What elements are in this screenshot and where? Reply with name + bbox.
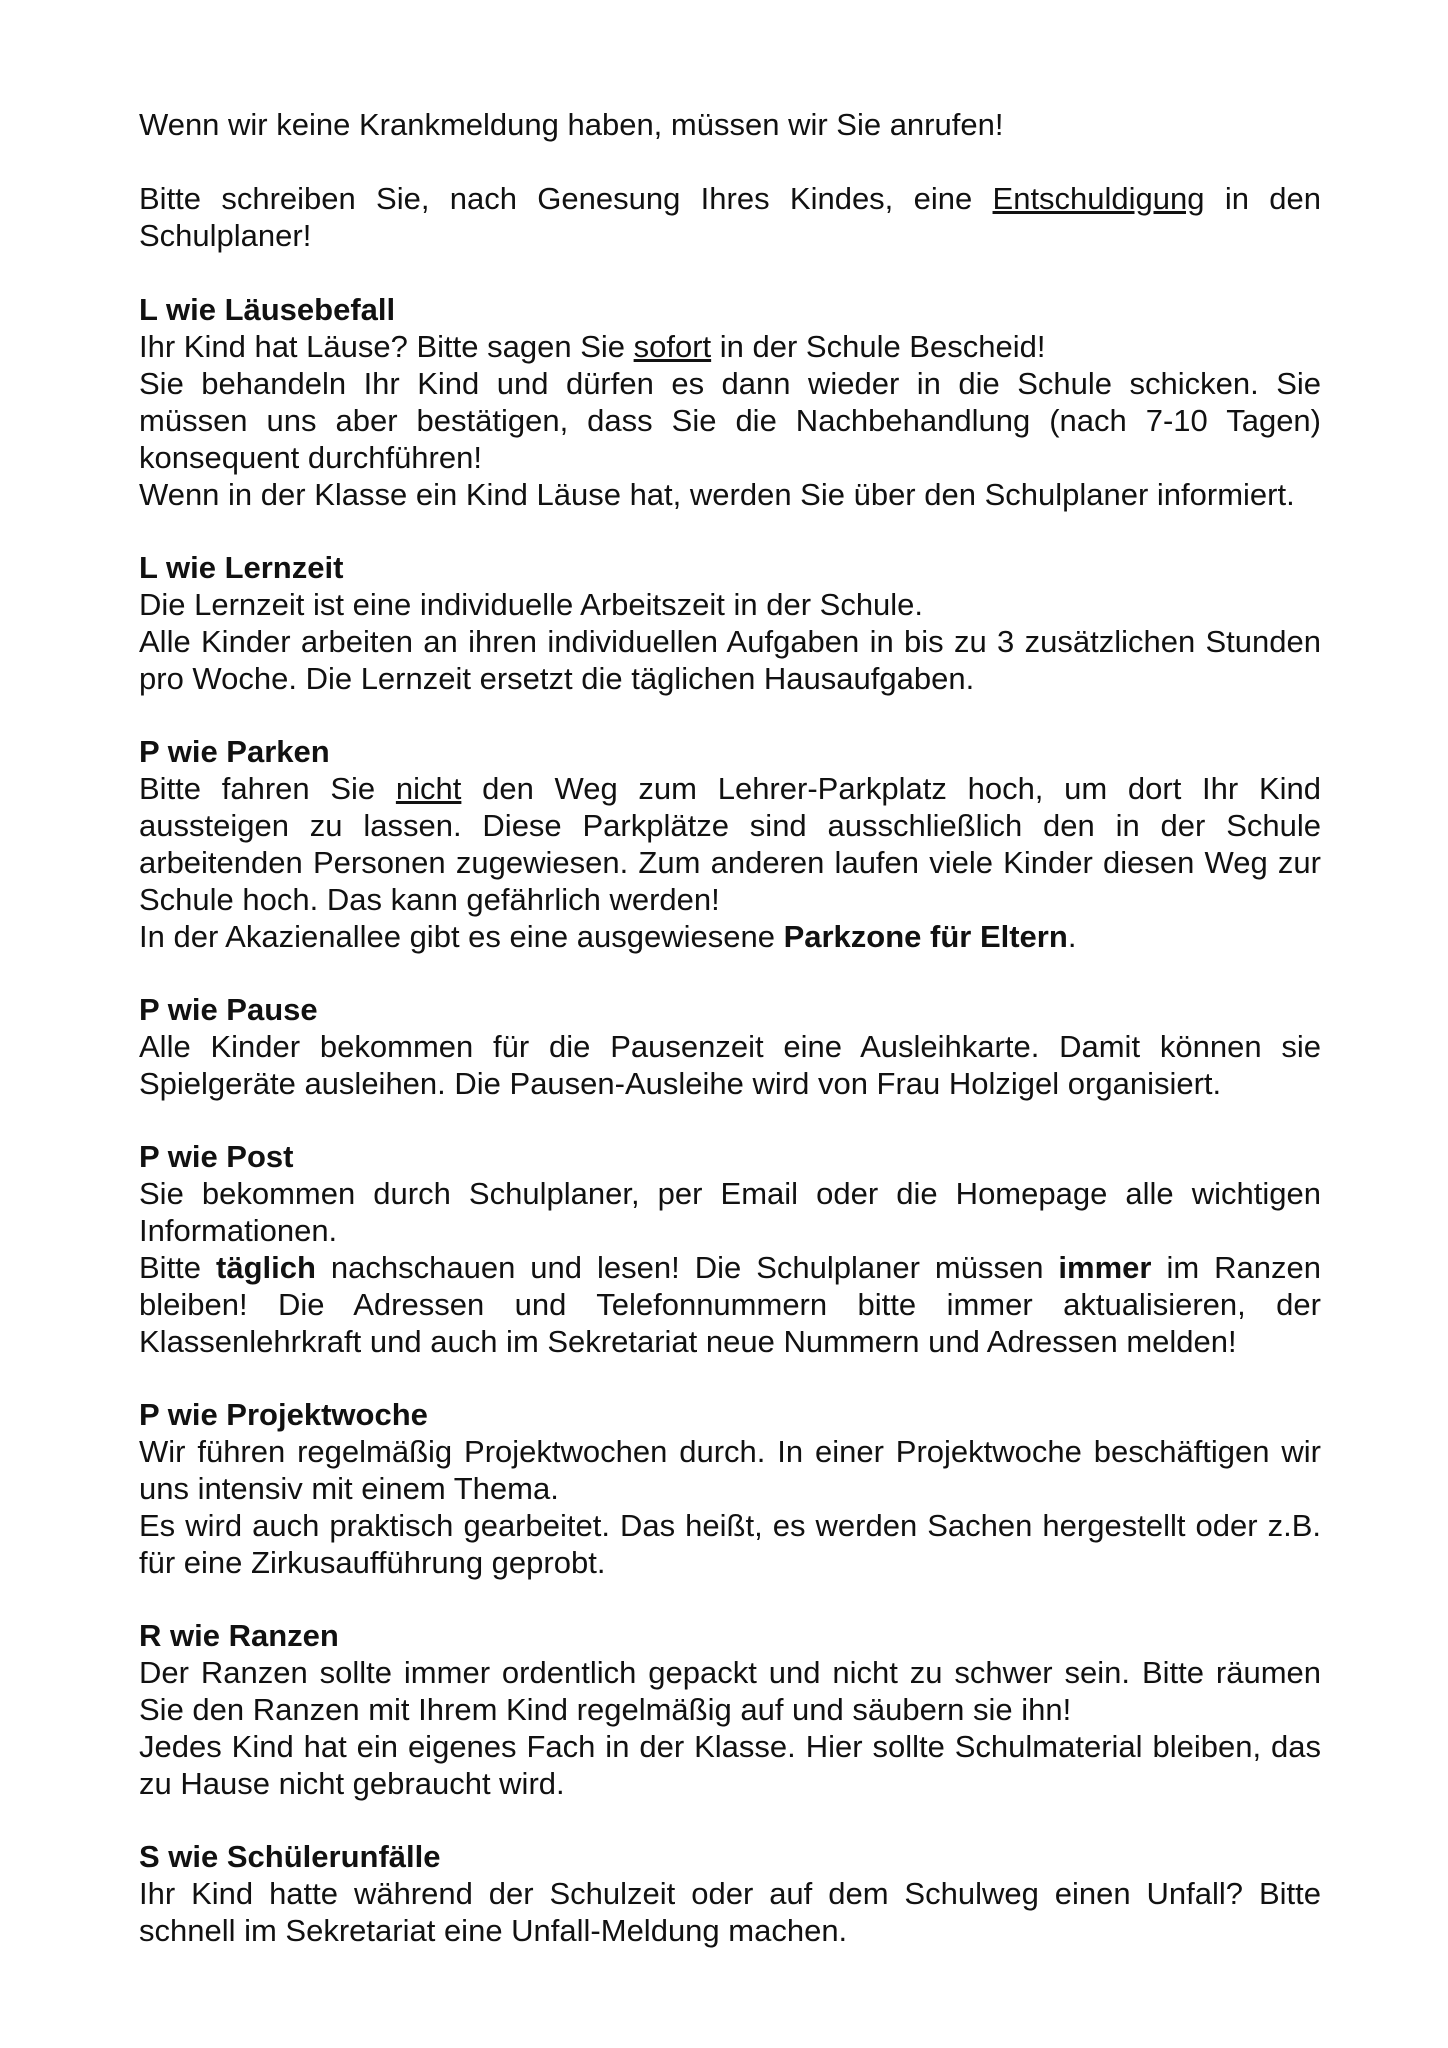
text-span: im Ranzen bleiben! Die Adressen und Telefonnummern bitte immer aktualisieren, der Klassenlehrkraft und auch im Sekretariat neue Nummern und Adressen melden! — [139, 1250, 1321, 1359]
section-heading: L wie Lernzeit — [139, 550, 344, 585]
text-span: Bitte fahren Sie — [139, 771, 396, 806]
section-schuelerunfaelle — [139, 1838, 1321, 1949]
paragraph: Es wird auch praktisch gearbeitet. Das heißt, es werden Sachen hergestellt oder z.B. für eine Zirkusaufführung geprobt. — [139, 1508, 1321, 1580]
paragraph: Wir führen regelmäßig Projektwochen durch. In einer Projektwoche beschäftigen wir uns intensiv mit einem Thema. — [139, 1434, 1321, 1506]
section-heading: S wie Schülerunfälle — [139, 1839, 441, 1874]
underlined-word: Entschuldigung — [992, 181, 1205, 216]
underlined-word: sofort — [633, 329, 712, 364]
section-parken — [139, 733, 1321, 955]
section-pause — [139, 991, 1321, 1102]
section-heading: R wie Ranzen — [139, 1618, 339, 1653]
section-heading: P wie Post — [139, 1139, 294, 1174]
paragraph: Die Lernzeit ist eine individuelle Arbeitszeit in der Schule. — [139, 587, 924, 622]
text-span: in den Schulplaner! — [139, 181, 1321, 253]
text-span: den Weg zum Lehrer-Parkplatz hoch, um dort Ihr Kind aussteigen zu lassen. Diese Parkplätze sind ausschließlich den in der Schule arbeitenden Personen zugewiesen. Zum anderen laufen viele Kinder diesen Weg zur Schule hoch. Das kann gefährlich werden! — [139, 771, 1321, 917]
paragraph: Der Ranzen sollte immer ordentlich gepackt und nicht zu schwer sein. Bitte räumen Sie den Ranzen mit Ihrem Kind regelmäßig auf und säubern sie ihn! — [139, 1655, 1321, 1727]
text-span: Bitte schreiben Sie, nach Genesung Ihres Kindes, eine — [139, 181, 993, 216]
bold-text: immer — [1058, 1250, 1152, 1285]
section-projektwoche — [139, 1396, 1321, 1581]
text-span: . — [1067, 919, 1077, 954]
text-span: In der Akazienallee gibt es eine ausgewiesene — [139, 919, 784, 954]
paragraph: Sie behandeln Ihr Kind und dürfen es dann wieder in die Schule schicken. Sie müssen uns aber bestätigen, dass Sie die Nachbehandlung (nach 7-10 Tagen) konsequent durchführen! — [139, 366, 1321, 475]
document-body — [139, 106, 1321, 1949]
text-span: Bitte — [139, 1250, 217, 1285]
paragraph: Alle Kinder arbeiten an ihren individuellen Aufgaben in bis zu 3 zusätzlichen Stunden pro Woche. Die Lernzeit ersetzt die täglichen Hausaufgaben. — [139, 624, 1321, 696]
intro-excuse-text — [139, 180, 1321, 254]
paragraph — [139, 1249, 1321, 1360]
underlined-word: nicht — [395, 771, 462, 806]
section-heading: L wie Läusebefall — [139, 292, 396, 327]
section-laeusebefall — [139, 291, 1321, 513]
paragraph: Alle Kinder bekommen für die Pausenzeit eine Ausleihkarte. Damit können sie Spielgeräte ausleihen. Die Pausen-Ausleihe wird von Frau Holzigel organisiert. — [139, 1029, 1321, 1101]
text-span: in der Schule Bescheid! — [711, 329, 1046, 364]
paragraph: Ihr Kind hatte während der Schulzeit oder auf dem Schulweg einen Unfall? Bitte schnell im Sekretariat eine Unfall-Meldung machen. — [139, 1876, 1321, 1948]
bold-text: täglich — [216, 1250, 316, 1285]
paragraph — [139, 770, 1321, 918]
section-post — [139, 1138, 1321, 1360]
paragraph — [139, 918, 1321, 955]
intro-sick-note-text: Wenn wir keine Krankmeldung haben, müssen wir Sie anrufen! — [139, 107, 1004, 142]
section-lernzeit — [139, 549, 1321, 697]
bold-text: Parkzone für Eltern — [783, 919, 1068, 954]
paragraph — [139, 328, 1321, 365]
section-heading: P wie Projektwoche — [139, 1397, 428, 1432]
text-span: Ihr Kind hat Läuse? Bitte sagen Sie — [139, 329, 634, 364]
paragraph: Wenn in der Klasse ein Kind Läuse hat, werden Sie über den Schulplaner informiert. — [139, 477, 1295, 512]
section-heading: P wie Parken — [139, 734, 330, 769]
paragraph: Sie bekommen durch Schulplaner, per Email oder die Homepage alle wichtigen Informationen. — [139, 1176, 1321, 1248]
section-heading: P wie Pause — [139, 992, 318, 1027]
paragraph: Jedes Kind hat ein eigenes Fach in der Klasse. Hier sollte Schulmaterial bleiben, das zu Hause nicht gebraucht wird. — [139, 1729, 1321, 1801]
section-ranzen — [139, 1617, 1321, 1802]
text-span: nachschauen und lesen! Die Schulplaner müssen — [315, 1250, 1059, 1285]
